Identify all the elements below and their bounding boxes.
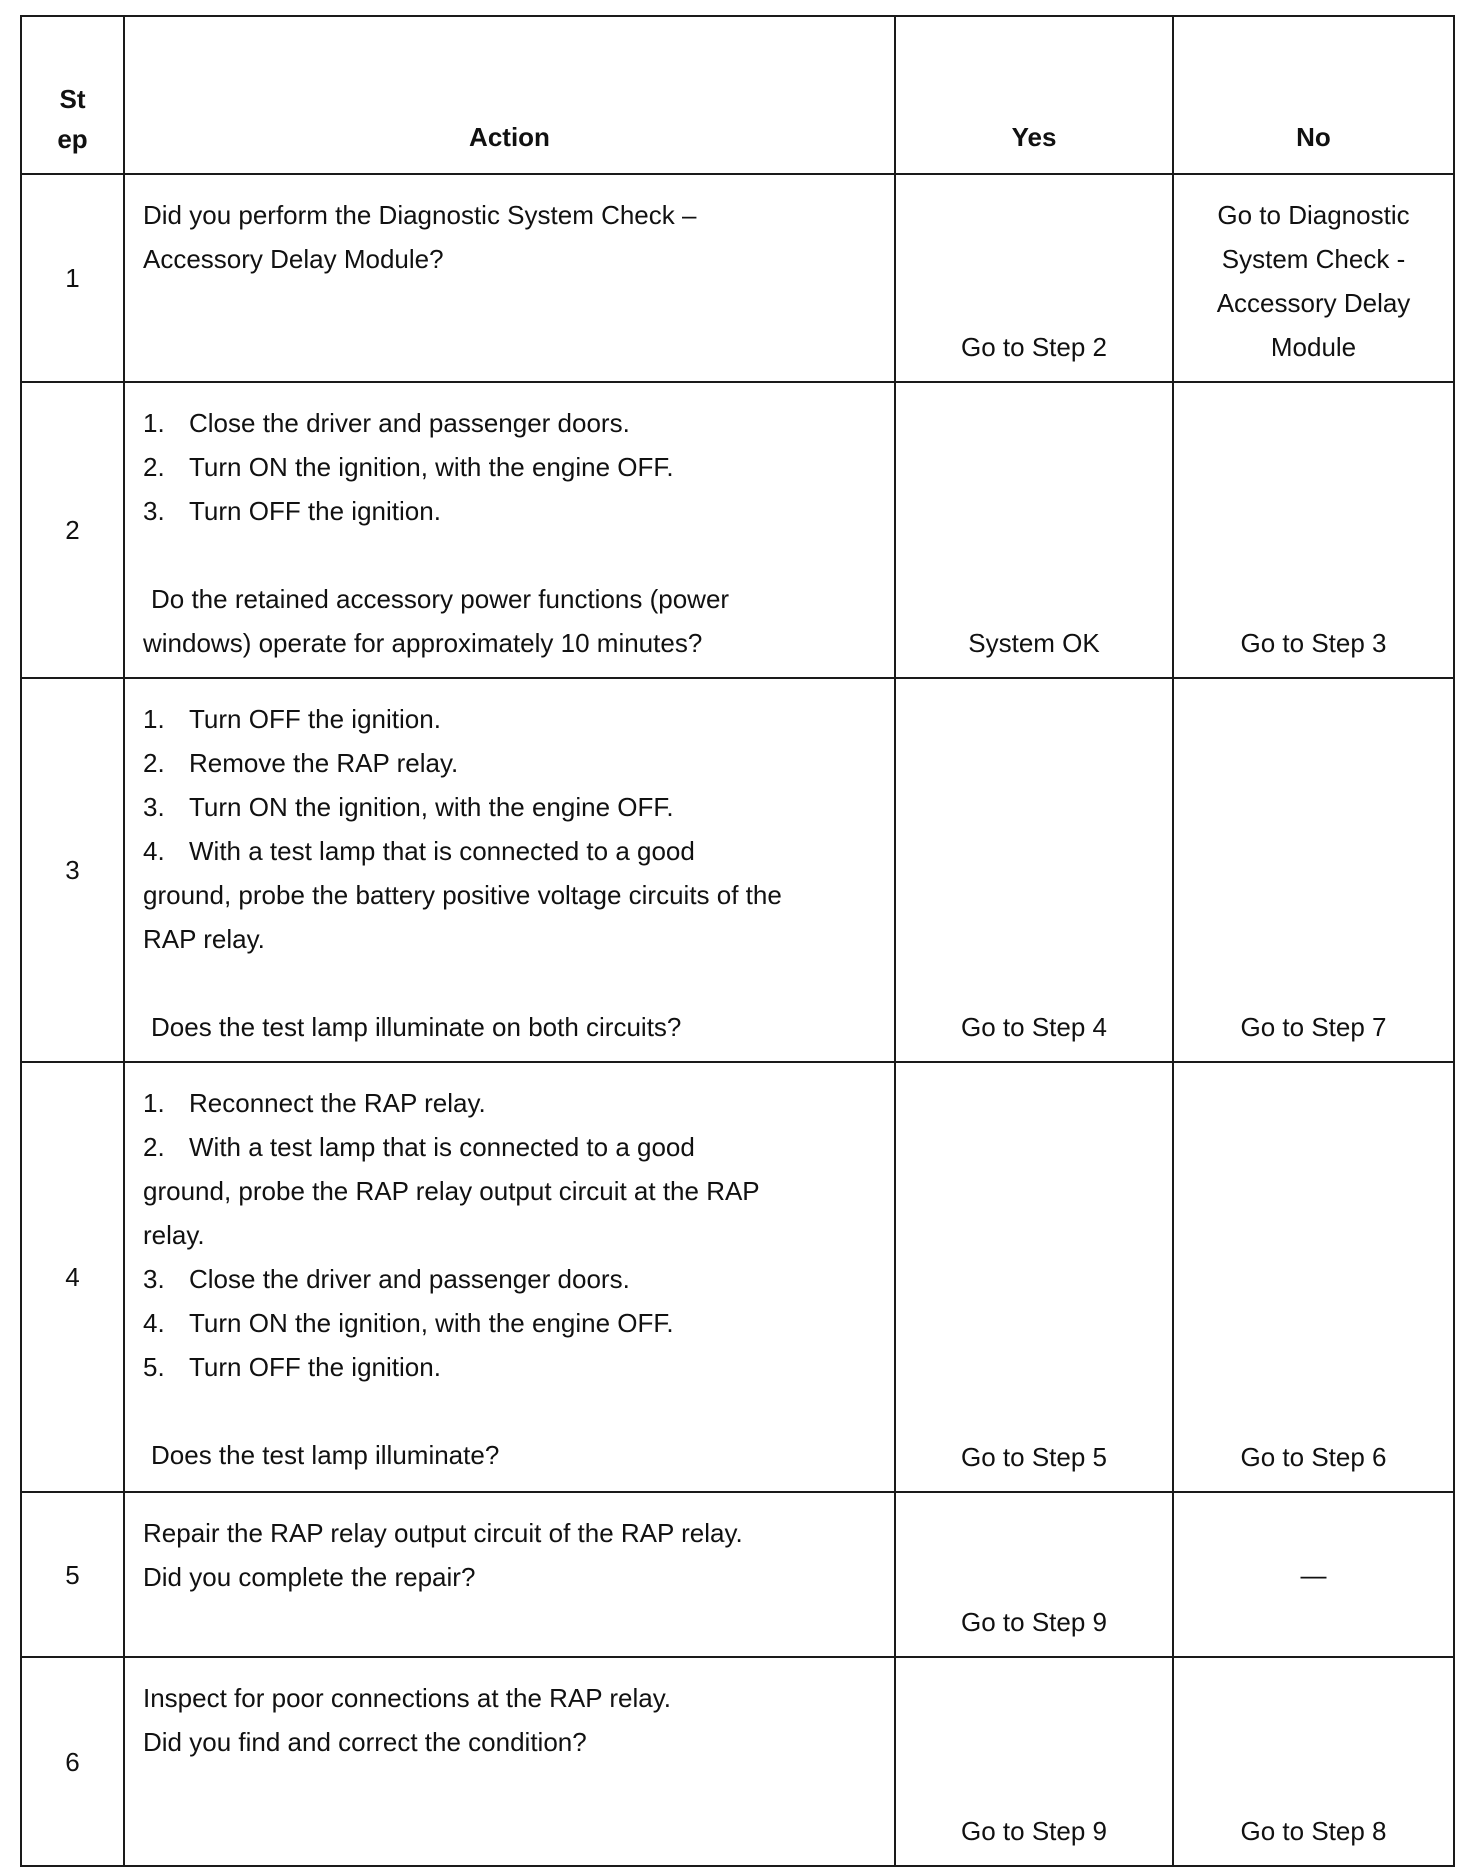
table-row xyxy=(21,174,1454,382)
step-number: 1 xyxy=(21,174,124,382)
action-line: Repair the RAP relay output circuit of the RAP relay. xyxy=(143,1518,743,1548)
no-cell: — xyxy=(1173,1492,1454,1657)
list-item: 2. With a test lamp that is connected to a good xyxy=(143,1132,695,1162)
step-number: 4 xyxy=(21,1062,124,1492)
action-line: Did you perform the Diagnostic System Check – xyxy=(143,200,697,230)
table-row xyxy=(21,1062,1454,1492)
no-cell xyxy=(1173,174,1454,382)
yes-cell: Go to Step 9 xyxy=(895,1657,1173,1866)
no-cell: Go to Step 7 xyxy=(1173,678,1454,1062)
yes-cell: System OK xyxy=(895,382,1173,678)
step-number: 3 xyxy=(21,678,124,1062)
action-cell xyxy=(124,1062,895,1492)
header-action: Action xyxy=(124,16,895,174)
list-item: 1. Reconnect the RAP relay. xyxy=(143,1088,486,1118)
no-cell: Go to Step 3 xyxy=(1173,382,1454,678)
table-row xyxy=(21,678,1454,1062)
list-item: 3. Turn ON the ignition, with the engine OFF. xyxy=(143,792,674,822)
diagnostic-table xyxy=(20,15,1455,1867)
header-no: No xyxy=(1173,16,1454,174)
question-line: windows) operate for approximately 10 minutes? xyxy=(143,628,703,658)
action-cell xyxy=(124,174,895,382)
action-cell xyxy=(124,1657,895,1866)
action-cell xyxy=(124,1492,895,1657)
list-item-continued: ground, probe the battery positive voltage circuits of the xyxy=(143,880,782,910)
action-cell xyxy=(124,382,895,678)
list-item: 2. Remove the RAP relay. xyxy=(143,748,459,778)
list-item: 4. Turn ON the ignition, with the engine OFF. xyxy=(143,1308,674,1338)
step-number: 5 xyxy=(21,1492,124,1657)
table-row xyxy=(21,1657,1454,1866)
step-number: 2 xyxy=(21,382,124,678)
list-item: 1. Turn OFF the ignition. xyxy=(143,704,441,734)
no-line: Go to Diagnostic xyxy=(1217,200,1410,230)
header-row xyxy=(21,16,1454,174)
header-step-line2: ep xyxy=(57,124,88,154)
table-row xyxy=(21,1492,1454,1657)
list-item-continued: RAP relay. xyxy=(143,924,265,954)
table-row xyxy=(21,382,1454,678)
question-line: Do the retained accessory power functions (power xyxy=(151,584,730,614)
yes-cell: Go to Step 5 xyxy=(895,1062,1173,1492)
action-line: Did you complete the repair? xyxy=(143,1562,476,1592)
step-number: 6 xyxy=(21,1657,124,1866)
no-line: Accessory Delay xyxy=(1216,288,1411,318)
list-item: 4. With a test lamp that is connected to a good xyxy=(143,836,695,866)
header-step xyxy=(21,16,124,174)
no-line: Module xyxy=(1270,332,1357,362)
list-item: 3. Turn OFF the ignition. xyxy=(143,496,441,526)
header-yes: Yes xyxy=(895,16,1173,174)
header-step-line1: St xyxy=(59,84,86,114)
list-item-continued: ground, probe the RAP relay output circuit at the RAP xyxy=(143,1176,760,1206)
yes-cell: Go to Step 9 xyxy=(895,1492,1173,1657)
list-item: 5. Turn OFF the ignition. xyxy=(143,1352,441,1382)
list-item-continued: relay. xyxy=(143,1220,205,1250)
action-line: Accessory Delay Module? xyxy=(143,244,444,274)
list-item: 2. Turn ON the ignition, with the engine OFF. xyxy=(143,452,674,482)
action-cell xyxy=(124,678,895,1062)
yes-cell: Go to Step 4 xyxy=(895,678,1173,1062)
action-line: Did you find and correct the condition? xyxy=(143,1727,587,1757)
list-item: 1. Close the driver and passenger doors. xyxy=(143,408,630,438)
action-line: Inspect for poor connections at the RAP relay. xyxy=(143,1683,671,1713)
no-cell: Go to Step 6 xyxy=(1173,1062,1454,1492)
yes-cell: Go to Step 2 xyxy=(895,174,1173,382)
no-cell: Go to Step 8 xyxy=(1173,1657,1454,1866)
list-item: 3. Close the driver and passenger doors. xyxy=(143,1264,630,1294)
question-line: Does the test lamp illuminate? xyxy=(151,1440,500,1470)
no-line: System Check - xyxy=(1221,244,1406,274)
question-line: Does the test lamp illuminate on both circuits? xyxy=(151,1012,682,1042)
